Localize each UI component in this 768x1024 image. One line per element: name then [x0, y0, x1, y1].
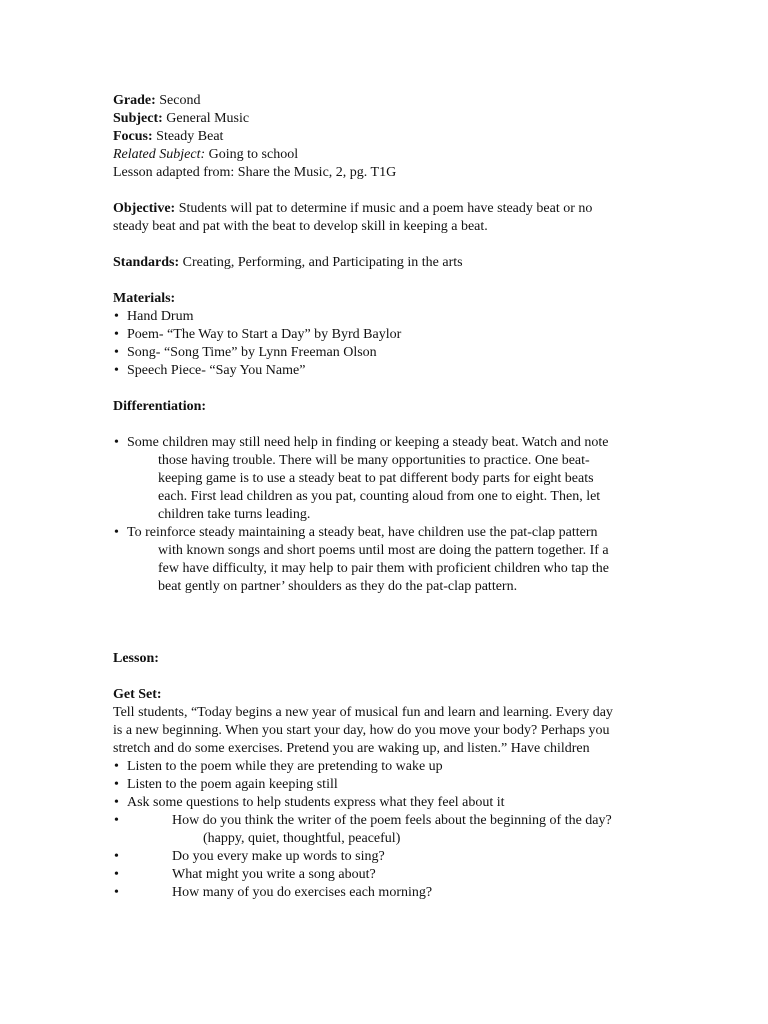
- differentiation-item-line: with known songs and short poems until most are doing the pattern together. If a: [158, 543, 609, 558]
- get-set-item: • Listen to the poem while they are pretending to wake up: [113, 758, 673, 776]
- question-item: [113, 866, 673, 884]
- subject-value: General Music: [162, 111, 250, 126]
- differentiation-item-line: each. First lead children as you pat, counting aloud from one to eight. Then, let: [158, 489, 601, 504]
- differentiation-heading: Differentiation:: [113, 399, 207, 414]
- focus-line: [113, 128, 673, 146]
- standards-label: Standards:: [113, 255, 180, 270]
- question-text: How many of you do exercises each morning?: [172, 885, 433, 900]
- differentiation-item-line: those having trouble. There will be many opportunities to practice. One beat-: [158, 453, 590, 468]
- related-subject-line: [113, 146, 673, 164]
- differentiation-item-line: keeping game is to use a steady beat to pat different body parts for eight beats: [158, 471, 594, 486]
- differentiation-list: [113, 434, 673, 596]
- materials-heading: Materials:: [113, 291, 176, 306]
- question-text: What might you write a song about?: [172, 867, 376, 882]
- question-item: [113, 848, 673, 866]
- materials-item: • Speech Piece- “Say You Name”: [113, 362, 673, 380]
- standards-text: Creating, Performing, and Participating in the arts: [179, 255, 463, 270]
- question-item: [113, 812, 673, 830]
- differentiation-item-first-line: • To reinforce steady maintaining a steady beat, have children use the pat-clap pattern: [127, 525, 598, 540]
- differentiation-item: [113, 524, 673, 596]
- get-set-item: • Listen to the poem again keeping still: [113, 776, 673, 794]
- objective-text-1: Students will pat to determine if music and a poem have steady beat or no: [175, 201, 593, 216]
- objective-label: Objective:: [113, 201, 176, 216]
- materials-item: • Song- “Song Time” by Lynn Freeman Olson: [113, 344, 673, 362]
- bullet-icon: •: [114, 885, 119, 900]
- bullet-icon: •: [114, 813, 119, 828]
- question-text: Do you every make up words to sing?: [172, 849, 385, 864]
- objective-text-2: steady beat and pat with the beat to develop skill in keeping a beat.: [113, 219, 488, 234]
- differentiation-item-line: few have difficulty, it may help to pair them with proficient children who tap the: [158, 561, 609, 576]
- get-set-list: [113, 758, 673, 812]
- adapted-line: Lesson adapted from: Share the Music, 2, pg. T1G: [113, 165, 397, 180]
- materials-item: • Poem- “The Way to Start a Day” by Byrd Baylor: [113, 326, 673, 344]
- question-text: How do you think the writer of the poem feels about the beginning of the day?: [172, 813, 612, 828]
- related-subject-value: Going to school: [205, 147, 299, 162]
- subject-label: Subject:: [113, 111, 163, 126]
- bullet-icon: •: [114, 849, 119, 864]
- lesson-plan-document: [113, 92, 673, 902]
- question-sub-answer: (happy, quiet, thoughtful, peaceful): [203, 831, 401, 846]
- focus-label: Focus:: [113, 129, 153, 144]
- get-set-item: • Ask some questions to help students express what they feel about it: [113, 794, 673, 812]
- get-set-intro-line: is a new beginning. When you start your day, how do you move your body? Perhaps you: [113, 723, 610, 738]
- lesson-heading: Lesson:: [113, 651, 159, 666]
- bullet-icon: •: [114, 867, 119, 882]
- standards-line: [113, 254, 673, 272]
- materials-list: [113, 308, 673, 380]
- objective-line-1: [113, 200, 673, 218]
- get-set-heading: Get Set:: [113, 687, 162, 702]
- subject-line: [113, 110, 673, 128]
- differentiation-item-line: beat gently on partner’ shoulders as they do the pat-clap pattern.: [158, 579, 518, 594]
- grade-line: [113, 92, 673, 110]
- materials-item: • Hand Drum: [113, 308, 673, 326]
- related-subject-label: Related Subject:: [113, 147, 206, 162]
- get-set-intro-line: Tell students, “Today begins a new year of musical fun and learn and learning. Every day: [113, 705, 613, 720]
- grade-label: Grade:: [113, 93, 156, 108]
- grade-value: Second: [155, 93, 201, 108]
- question-item: [113, 884, 673, 902]
- focus-value: Steady Beat: [152, 129, 224, 144]
- differentiation-item-first-line: • Some children may still need help in finding or keeping a steady beat. Watch and note: [127, 435, 609, 450]
- differentiation-item-line: children take turns leading.: [158, 507, 311, 522]
- differentiation-item: [113, 434, 673, 524]
- get-set-intro-line: stretch and do some exercises. Pretend you are waking up, and listen.” Have children: [113, 741, 590, 756]
